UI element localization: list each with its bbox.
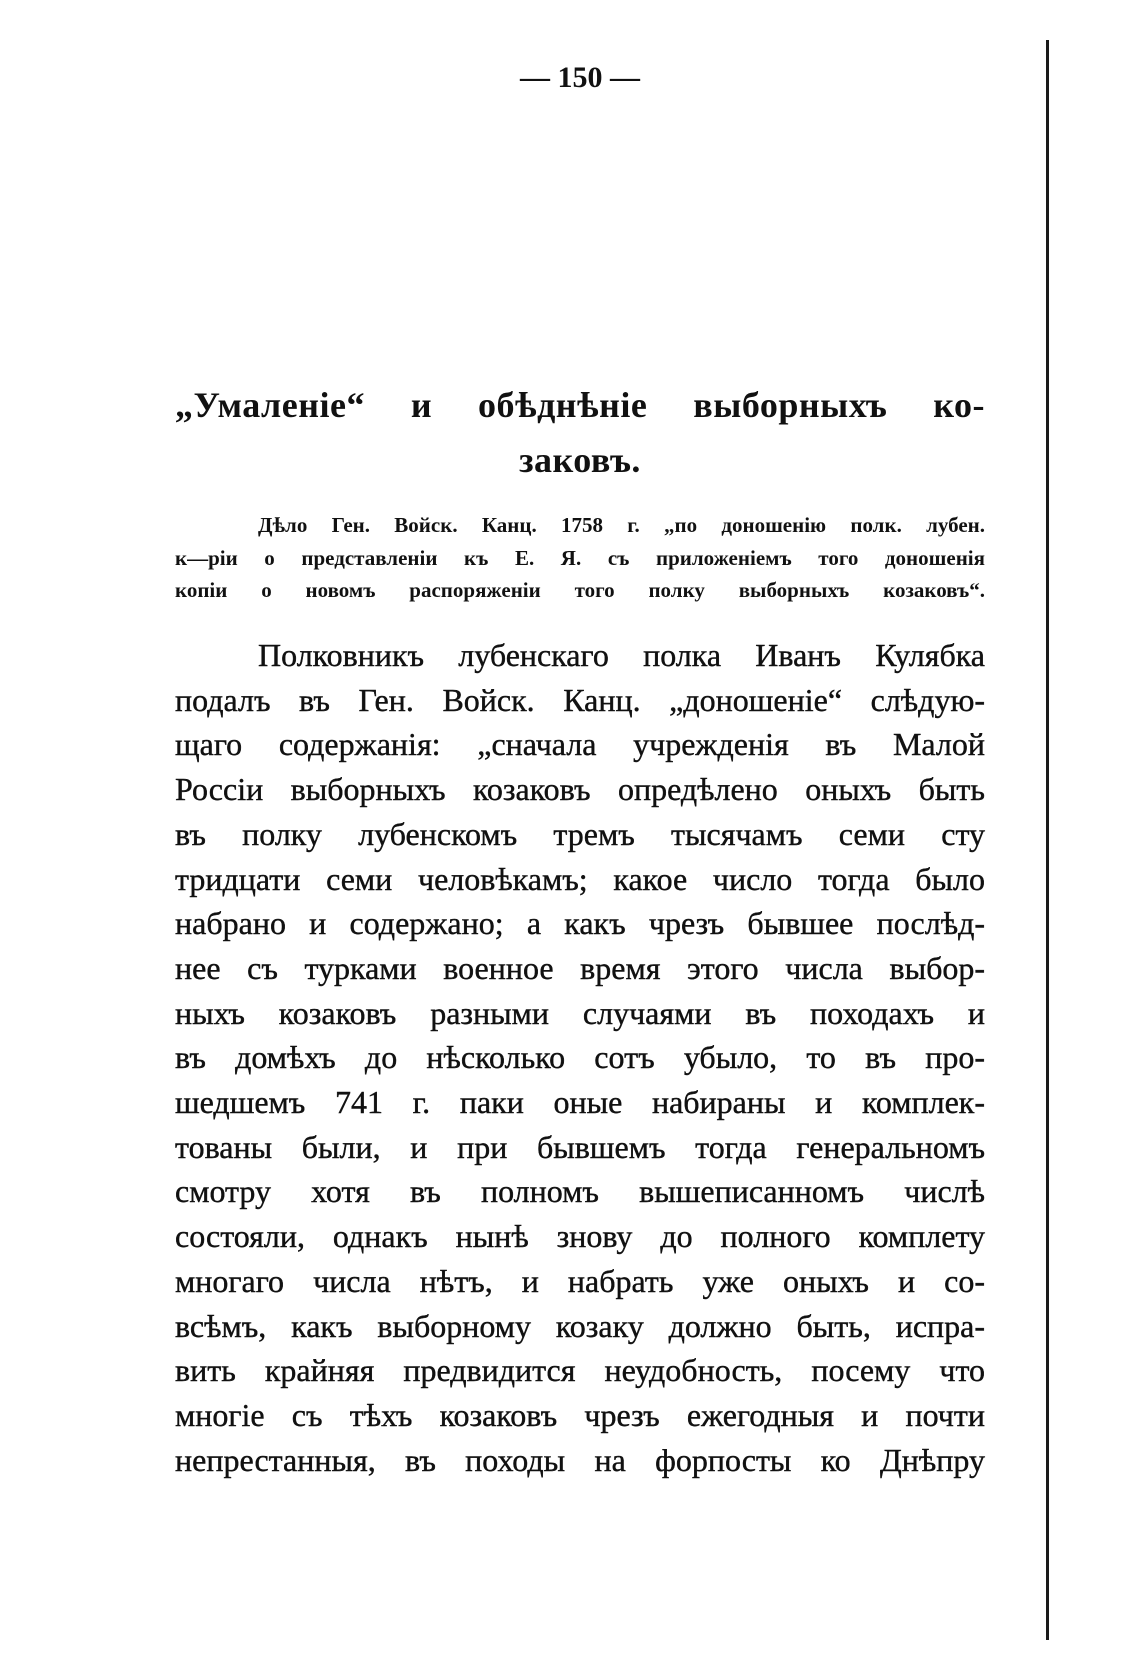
- body-line: вить крайняя предвидится неудобность, посему что: [175, 1352, 985, 1389]
- source-note: [175, 509, 985, 607]
- body-line: состояли, однакъ нынѣ знову до полного комплету: [175, 1218, 985, 1255]
- body-line: смотру хотя въ полномъ вышеписанномъ числѣ: [175, 1173, 985, 1210]
- body-line: шедшемъ 741 г. паки оные набираны и комплек-: [175, 1084, 985, 1121]
- source-note-line: к—ріи о представленіи къ Е. Я. съ приложеніемъ того доношенія: [175, 545, 985, 570]
- page-number: — 150 —: [520, 61, 640, 94]
- body-line: всѣмъ, какъ выборному козаку должно быть, испра-: [175, 1307, 985, 1344]
- body-line: тованы были, и при бывшемъ тогда генеральномъ: [175, 1128, 985, 1165]
- body-line: непрестанныя, въ походы на форпосты ко Днѣпру: [175, 1441, 985, 1478]
- body-line: Полковникъ лубенскаго полка Иванъ Кулябка: [258, 637, 985, 673]
- body-line: набрано и содержано; а какъ чрезъ бывшее послѣд-: [175, 905, 985, 942]
- body-line: подалъ въ Ген. Войск. Канц. „доношеніе“ слѣдую-: [175, 681, 985, 718]
- source-note-line: Дѣло Ген. Войск. Канц. 1758 г. „по доношенію полк. лубен.: [258, 513, 985, 537]
- source-note-line: копіи о новомъ распоряженіи того полку выборныхъ козаковъ“.: [175, 578, 985, 602]
- body-paragraph: [175, 633, 985, 1482]
- body-line: многаго числа нѣтъ, и набрать уже оныхъ и со-: [175, 1262, 985, 1299]
- page-edge-line: [1046, 40, 1049, 1640]
- body-line: нее съ турками военное время этого числа выбор-: [175, 949, 985, 986]
- chapter-title: [175, 378, 985, 488]
- body-line: въ полку лубенскомъ тремъ тысячамъ семи сту: [175, 815, 985, 852]
- chapter-title-line: „Умаленіе“ и обѣднѣніе выборныхъ ко-: [175, 385, 985, 425]
- chapter-title-line: заковъ.: [519, 440, 641, 480]
- body-line: щаго содержанія: „сначала учрежденія въ Малой: [175, 726, 985, 763]
- body-line: многіе съ тѣхъ козаковъ чрезъ ежегодныя и почти: [175, 1396, 985, 1433]
- body-line: тридцати семи человѣкамъ; какое число тогда было: [175, 860, 985, 897]
- body-line: Россіи выборныхъ козаковъ опредѣлено оныхъ быть: [175, 771, 985, 808]
- body-line: ныхъ козаковъ разными случаями въ походахъ и: [175, 994, 985, 1031]
- body-line: въ домѣхъ до нѣсколько сотъ убыло, то въ про-: [175, 1039, 985, 1076]
